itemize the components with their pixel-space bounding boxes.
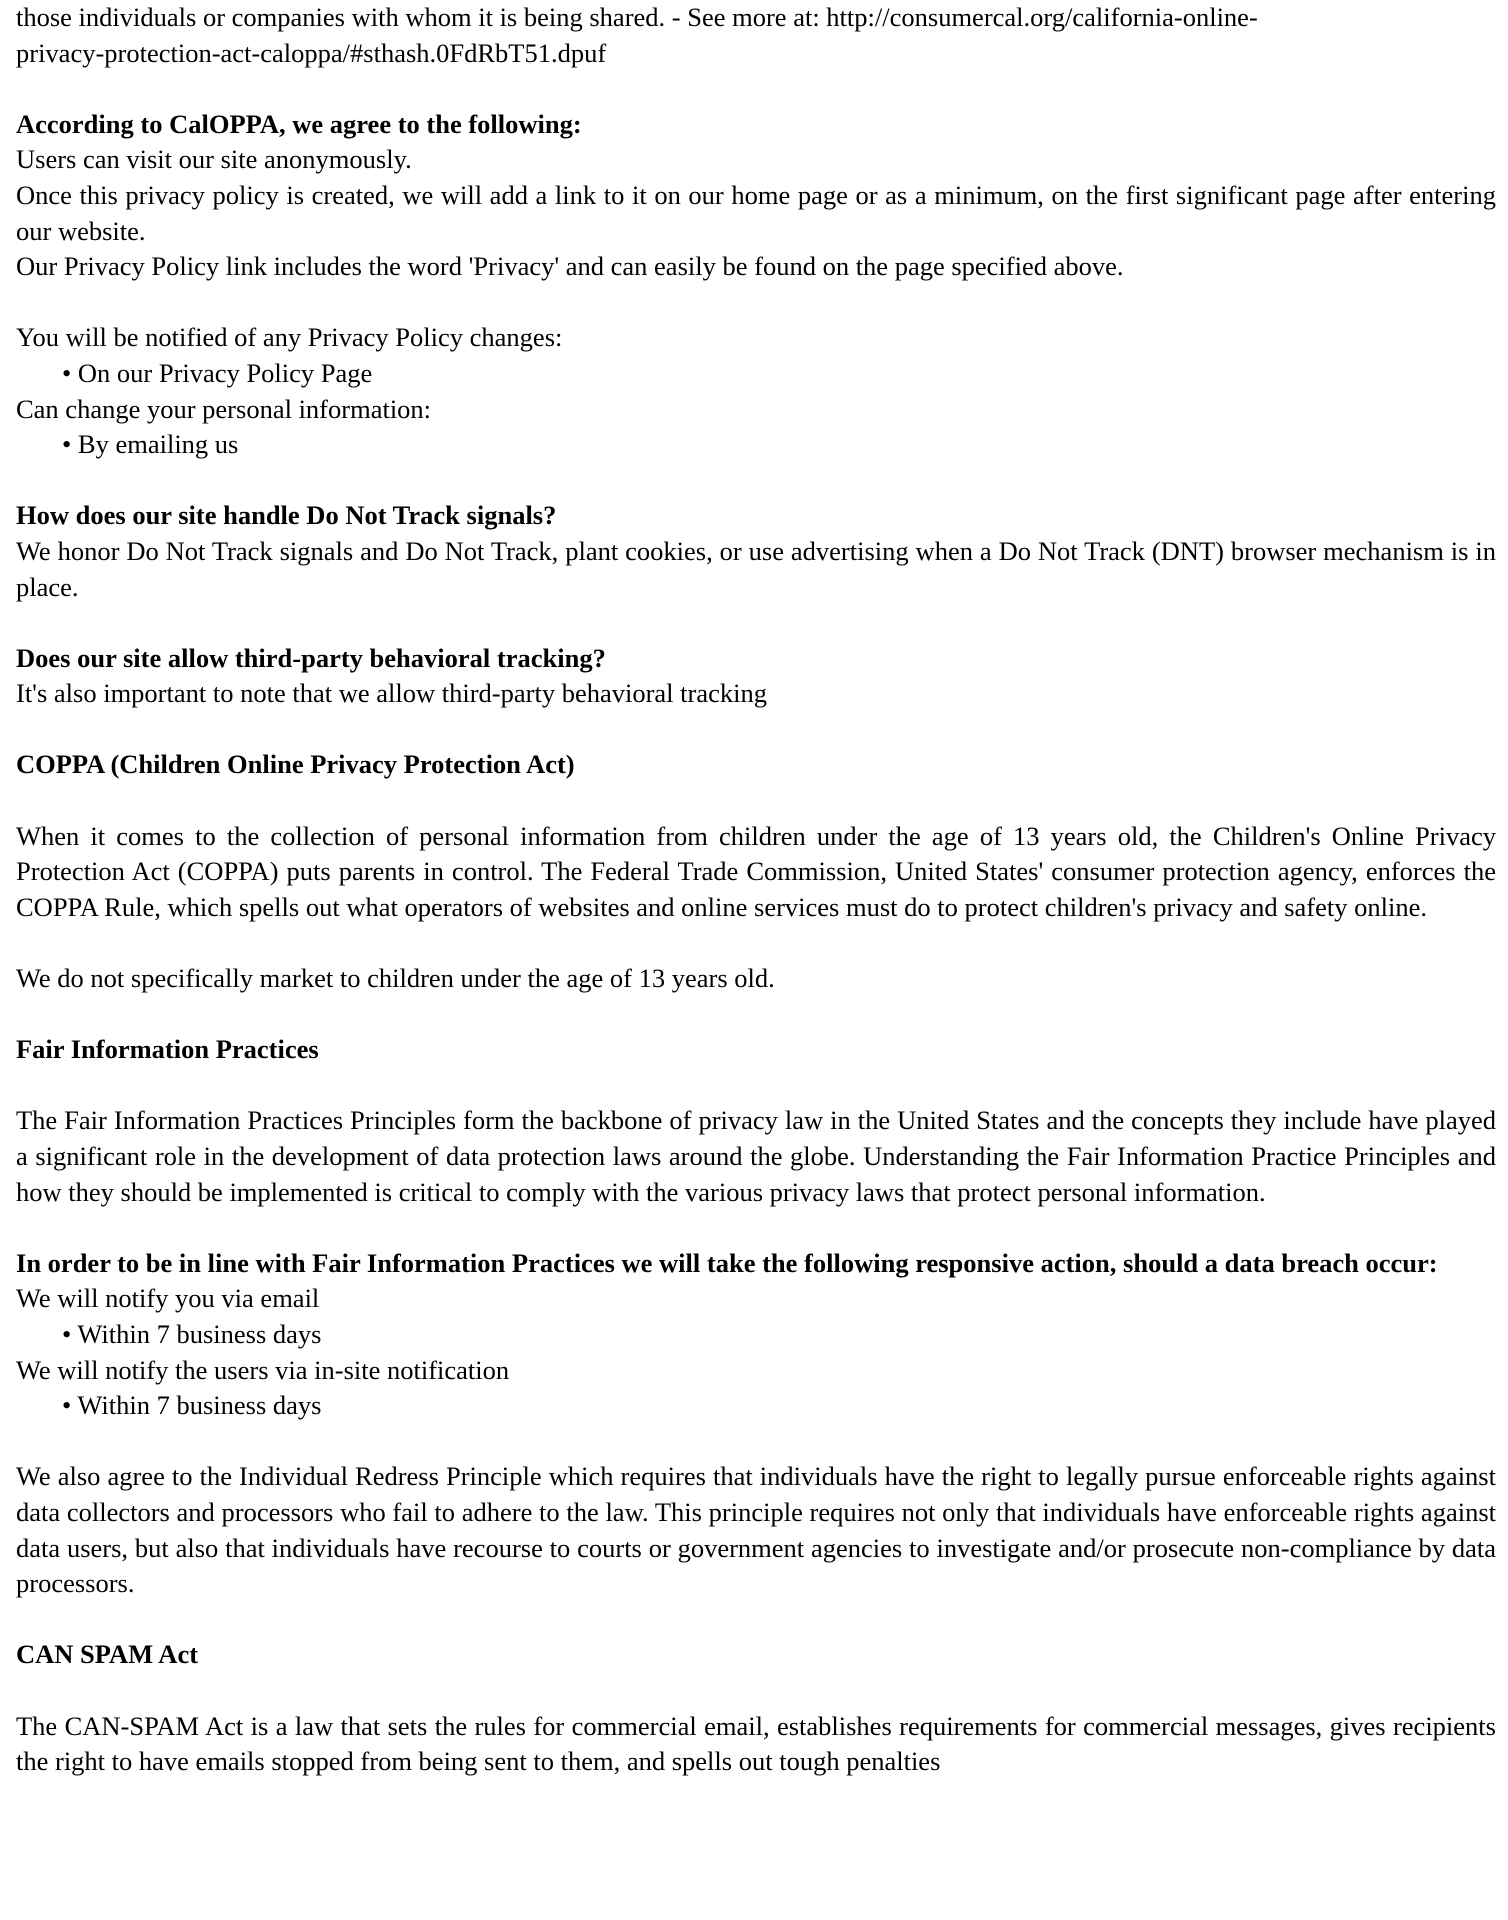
changes-notified: You will be notified of any Privacy Policy changes: — [16, 322, 563, 353]
email-notify: We will notify you via email — [16, 1283, 320, 1314]
spacer — [16, 1068, 1496, 1104]
fip-heading: Fair Information Practices — [16, 1034, 319, 1065]
changes-change-info: Can change your personal information: — [16, 393, 432, 424]
spacer — [16, 1424, 1496, 1460]
breach-heading: In order to be in line with Fair Information Practices we will take the following responsive action, should a data breach occur: — [16, 1247, 1438, 1278]
spacer — [16, 712, 1496, 748]
caloppa-heading: According to CalOPPA, we agree to the following: — [16, 108, 582, 139]
coppa-heading: COPPA (Children Online Privacy Protection Act) — [16, 749, 575, 780]
spacer — [16, 285, 1496, 321]
coppa-paragraph-1: When it comes to the collection of personal information from children under the age of 13 years old, the Children's Online Privacy Protection Act (COPPA) puts parents in control. The Federal Trade Commission, United States' consumer protection agency, enforces the COPPA Rule, which spells out what operators of websites and online services must do to protect children's privacy and safety online. — [16, 820, 1496, 922]
spacer — [16, 1210, 1496, 1246]
dnt-heading: How does our site handle Do Not Track signals? — [16, 500, 557, 531]
spacer — [16, 71, 1496, 107]
fip-paragraph-1: The Fair Information Practices Principles form the backbone of privacy law in the United States and the concepts they include have played a significant role in the development of data protection laws around the globe. Understanding the Fair Information Practice Principles and how they should be implemented is critical to comply with the various privacy laws that protect personal information. — [16, 1105, 1496, 1207]
spacer — [16, 1673, 1496, 1709]
redress-paragraph: We also agree to the Individual Redress Principle which requires that individuals have the right to legally pursue enforceable rights against data collectors and processors who fail to adhere to the law. This principle requires not only that individuals have enforceable rights against data users, but also that individuals have recourse to courts or government agencies to investigate and/or prosecute non-compliance by data processors. — [16, 1461, 1496, 1599]
spacer — [16, 1602, 1496, 1638]
coppa-paragraph-2: We do not specifically market to children under the age of 13 years old. — [16, 963, 775, 994]
caloppa-line-3: Our Privacy Policy link includes the word 'Privacy' and can easily be found on the page specified above. — [16, 251, 1124, 282]
intro-line-1: those individuals or companies with whom it is being shared. - See more at: http://consumercal.org/california-online- — [16, 2, 1258, 32]
caloppa-line-1: Users can visit our site anonymously. — [16, 144, 412, 175]
email-notify-bullet: • Within 7 business days — [62, 1318, 322, 1349]
insite-notify-bullet: • Within 7 business days — [62, 1390, 322, 1421]
third-party-text: It's also important to note that we allow third-party behavioral tracking — [16, 678, 767, 709]
spacer — [16, 605, 1496, 641]
dnt-text: We honor Do Not Track signals and Do Not Track, plant cookies, or use advertising when a Do Not Track (DNT) browser mechanism is in place. — [16, 535, 1496, 602]
spacer — [16, 997, 1496, 1033]
document-page — [16, 0, 1496, 1780]
caloppa-line-2: Once this privacy policy is created, we will add a link to it on our home page or as a minimum, on the first significant page after entering our website. — [16, 179, 1496, 246]
changes-change-bullet: • By emailing us — [62, 429, 239, 460]
insite-notify: We will notify the users via in-site notification — [16, 1354, 510, 1385]
canspam-heading: CAN SPAM Act — [16, 1639, 199, 1670]
spacer — [16, 463, 1496, 499]
canspam-text: The CAN-SPAM Act is a law that sets the rules for commercial email, establishes requirements for commercial messages, gives recipients the right to have emails stopped from being sent to them, and spells out tough penalties — [16, 1710, 1496, 1777]
spacer — [16, 925, 1496, 961]
changes-notified-bullet: • On our Privacy Policy Page — [62, 357, 373, 388]
third-party-heading: Does our site allow third-party behavioral tracking? — [16, 642, 606, 673]
spacer — [16, 783, 1496, 819]
intro-line-2: privacy-protection-act-caloppa/#sthash.0FdRbT51.dpuf — [16, 37, 607, 68]
